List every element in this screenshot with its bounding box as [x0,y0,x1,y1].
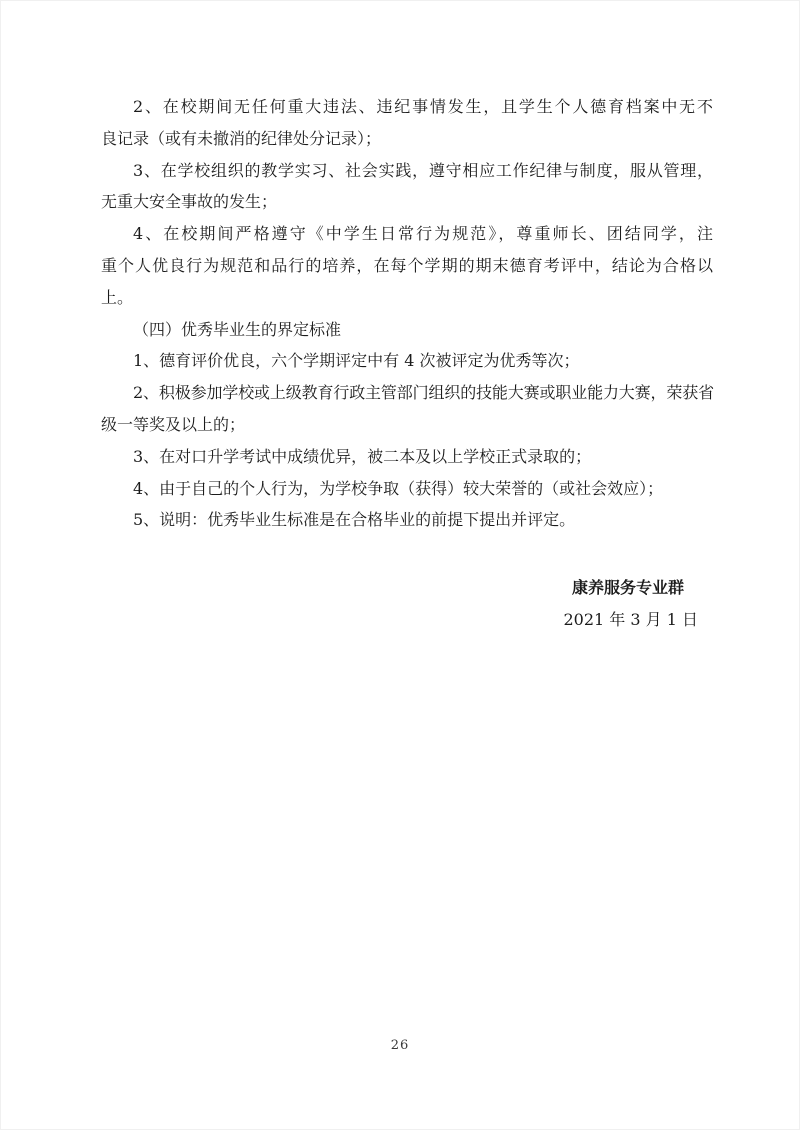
paragraph-line: 3、在学校组织的教学实习、社会实践，遵守相应工作纪律与制度，服从管理， [133,160,713,180]
section-heading: （四）优秀毕业生的界定标准 [133,319,342,339]
paragraph-line: 良记录（或有未撤消的纪律处分记录）； [101,128,382,148]
paragraph-line: 2、积极参加学校或上级教育行政主管部门组织的技能大赛或职业能力大赛，荣获省 [133,383,713,403]
paragraph-line: 2、在校期间无任何重大违法、违纪事情发生，且学生个人德育档案中无不 [133,97,713,116]
paragraph-line: 1、德育评价优良，六个学期评定中有 4 次被评定为优秀等次； [133,351,580,371]
paragraph-line: 级一等奖及以上的； [101,414,246,434]
page-number: 26 [390,1038,410,1053]
paragraph-line: 上。 [101,287,134,307]
signature-name: 康养服务专业群 [571,578,684,598]
signature-date: 2021 年 3 月 1 日 [563,609,698,629]
paragraph-line: 4、在校期间严格遵守《中学生日常行为规范》，尊重师长、团结同学，注 [133,224,713,244]
paragraph-spacer [101,536,713,572]
paragraph-line: 重个人优良行为规范和品行的培养，在每个学期的期末德育考评中，结论为合格以 [101,255,713,275]
document-body [101,91,713,636]
paragraph-line: 3、在对口升学考试中成绩优异，被二本及以上学校正式录取的； [133,446,592,466]
paragraph-line: 4、由于自己的个人行为，为学校争取（获得）较大荣誉的（或社会效应）； [133,478,664,498]
paragraph-line: 5、说明：优秀毕业生标准是在合格毕业的前提下提出并评定。 [133,510,576,530]
paragraph-line: 无重大安全事故的发生； [101,192,278,212]
